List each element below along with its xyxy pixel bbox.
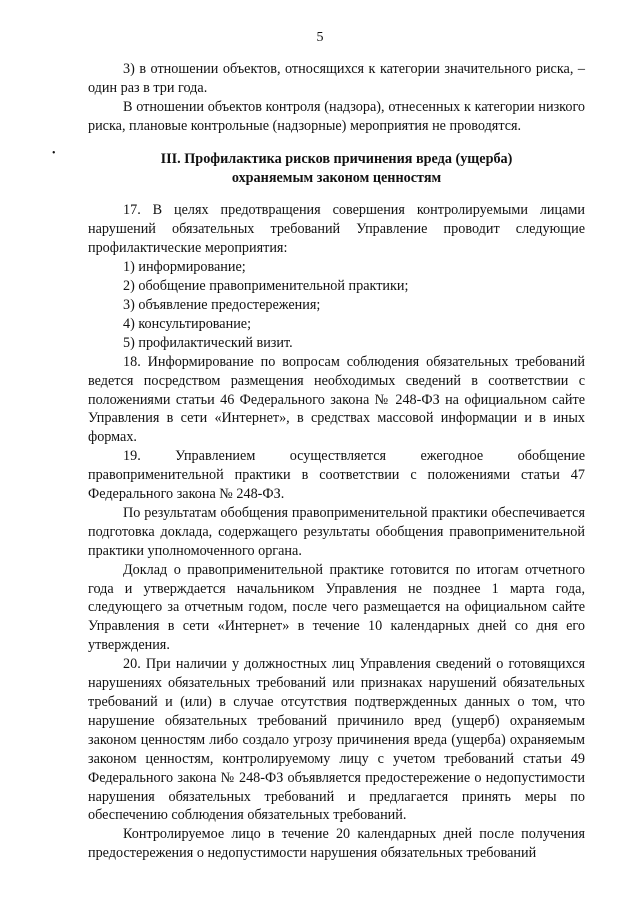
list-item: 3) объявление предостережения; bbox=[123, 296, 321, 313]
paragraph-17: 17. В целях предотвращения совершения контролируемыми лицами нарушений обязательных требований Управление проводит следующие профилактические мероприятия: bbox=[88, 202, 585, 257]
section-heading bbox=[88, 150, 585, 188]
paragraph-19-results: По результатам обобщения правоприменительной практики обеспечивается подготовка доклада, содержащего результаты обобщения правоприменительной практики уполномоченного органа. bbox=[88, 504, 585, 559]
list-item: 5) профилактический визит. bbox=[123, 334, 293, 351]
paragraph-19: 19. Управлением осуществляется ежегодное обобщение правоприменительной практики в соответствии с положениями статьи 47 Федерального закона № 248-ФЗ. bbox=[88, 448, 585, 503]
paragraph-19-report: Доклад о правоприменительной практике готовится по итогам отчетного года и утверждается начальником Управления не позднее 1 марта года, следующего за отчетным годом, после чего размещается на официальном сайте Управления в сети «Интернет» в течение 10 календарных дней со дня его утверждения. bbox=[88, 561, 585, 654]
list-item: 1) информирование; bbox=[123, 259, 246, 276]
list-item: 2) обобщение правоприменительной практики; bbox=[123, 278, 409, 295]
paragraph-20: 20. При наличии у должностных лиц Управления сведений о готовящихся нарушениях обязательных требований или признаках нарушений обязательных требований и (или) в случае отсутствия подтвержденных данных о том, что нарушение обязательных требований причинило вред (ущерб) охраняемым законом ценностям либо создало угрозу причинения вреда (ущерба) охраняемым законом ценностям, контролируемому лицу с учетом требований статьи 49 Федерального закона № 248-ФЗ объявляется предостережение о недопустимости нарушения обязательных требований и предлагается принять меры по обеспечению соблюдения обязательных требований. bbox=[88, 656, 585, 824]
paragraph-18: 18. Информирование по вопросам соблюдения обязательных требований ведется посредством размещения необходимых сведений в соответствии с положениями статьи 46 Федерального закона № 248-ФЗ на официальном сайте Управления в сети «Интернет», в средствах массовой информации и в иных формах. bbox=[88, 353, 585, 446]
paragraph-risk-significant: 3) в отношении объектов, относящихся к категории значительного риска, – один раз в три года. bbox=[88, 61, 585, 96]
page-number: 5 bbox=[316, 30, 324, 45]
list-item: 4) консультирование; bbox=[123, 315, 252, 332]
paragraph-20-controlled-person: Контролируемое лицо в течение 20 календарных дней после получения предостережения о недопустимости нарушения обязательных требований bbox=[88, 826, 585, 862]
paragraph-risk-low: В отношении объектов контроля (надзора), отнесенных к категории низкого риска, плановые контрольные (надзорные) мероприятия не проводятся. bbox=[88, 98, 585, 134]
document-body bbox=[88, 60, 585, 863]
section-heading-line1: III. Профилактика рисков причинения вреда (ущерба) bbox=[160, 150, 513, 167]
section-heading-line2: охраняемым законом ценностям bbox=[231, 169, 442, 186]
margin-mark: • bbox=[52, 148, 56, 159]
